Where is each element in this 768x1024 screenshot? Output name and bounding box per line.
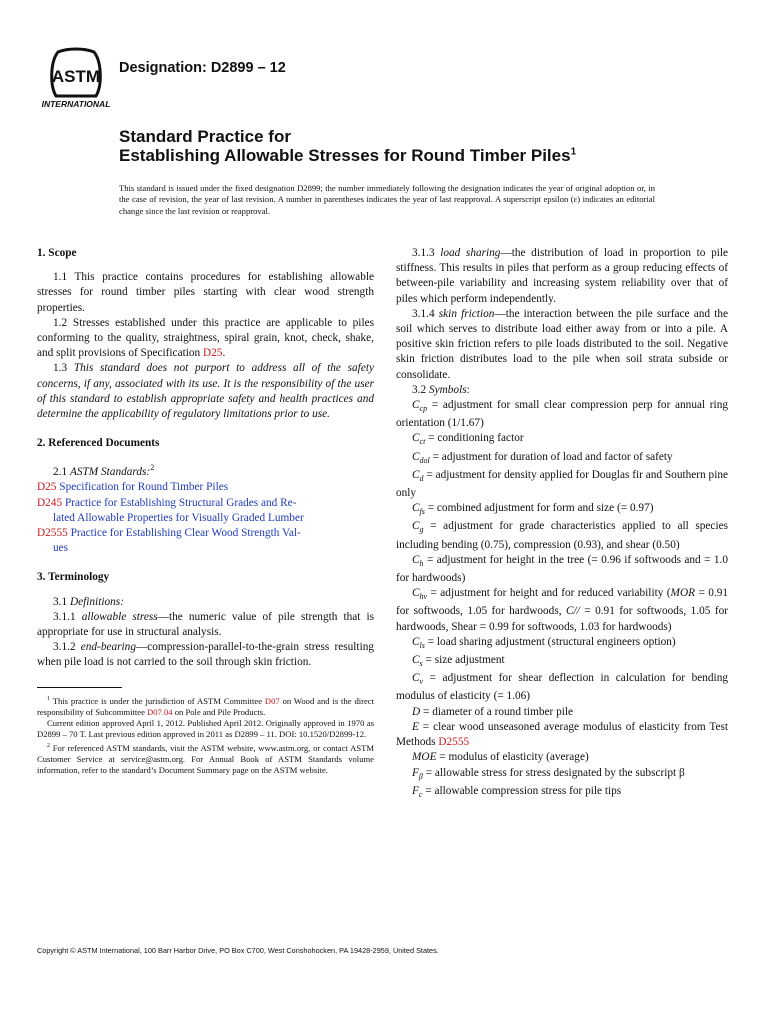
symbol-base: MOE xyxy=(412,751,437,764)
reference-item-d2555-cont xyxy=(37,541,374,556)
paragraph-3-1-1-text: —the numeric value of pile strength that is appropriate for use in structural analysis. xyxy=(37,610,375,639)
paragraph-3-1-number: 3.1 xyxy=(53,595,70,608)
term-allowable-stress: allowable stress xyxy=(81,610,158,623)
symbol-definition: = adjustment for grade characteristics applied to all species including bending (0.75), compression (0.93), and shear (0.50) xyxy=(396,520,728,551)
paragraph-3-1-label: Definitions: xyxy=(69,595,124,608)
logo-primary: ASTM xyxy=(51,67,101,86)
symbol-d xyxy=(396,705,728,720)
ref-title-d245[interactable]: Practice for Establishing Structural Grades and Re- xyxy=(64,496,297,509)
designation: Designation: D2899 – 12 xyxy=(119,60,286,76)
reference-item-d2555 xyxy=(37,526,374,541)
symbol-definition: = clear wood unseasoned average modulus of elasticity from Test Methods xyxy=(396,720,728,749)
symbol-subscript: s xyxy=(419,659,423,669)
footnote-2-mark: 2 xyxy=(47,742,50,749)
footnote-1-text-a: This practice is under the jurisdiction of ASTM Committee xyxy=(50,695,265,706)
symbol-c-ls xyxy=(396,635,728,653)
symbol-base: C xyxy=(412,502,420,515)
ref-title-d2555[interactable]: Practice for Establishing Clear Wood Strength Val- xyxy=(70,527,301,540)
symbol-definition: = size adjustment xyxy=(422,654,505,667)
reference-item-d245-cont xyxy=(37,511,374,526)
symbol-c-h xyxy=(396,553,728,586)
reference-item-d245 xyxy=(37,496,374,511)
footnote-link-d07[interactable]: D07 xyxy=(264,695,280,706)
ref-title-d2555-cont[interactable]: ues xyxy=(53,542,69,555)
paragraph-3-2-number: 3.2 xyxy=(412,383,429,396)
symbol-definition: = allowable compression stress for pile tips xyxy=(422,784,622,797)
footnote-1-edition: Current edition approved April 1, 2012. Published April 2012. Originally approved in 1970 as D2899 – 70 T. Last previous edition approved in 2011 as D2899 – 11. DOI: 10.1520/D2899-12. xyxy=(37,718,374,740)
paragraph-1-3 xyxy=(37,361,374,422)
ref-code-d2555[interactable]: D2555 xyxy=(37,527,68,540)
ref-link-d2555[interactable]: D2555 xyxy=(438,736,470,749)
title-line2 xyxy=(119,146,576,166)
symbol-c-s xyxy=(396,653,728,671)
issuance-notice: This standard is issued under the fixed designation D2899; the number immediately following the designation indicates the year of original adoption or, in the case of revision, the year of last revision. A number in parentheses indicates the year of last reapproval. A superscript epsilon (ε) indicates an editorial change since the last revision or reapproval. xyxy=(119,183,655,216)
section-heading-terminology: 3. Terminology xyxy=(37,571,110,584)
astm-logo xyxy=(38,46,114,112)
paragraph-3-1-2 xyxy=(37,640,374,670)
footnote-1-text-b: on Wood and is the direct responsibility of Subcommittee xyxy=(37,695,375,718)
symbol-c-ct xyxy=(396,431,728,449)
term-load-sharing: load sharing xyxy=(440,247,501,259)
symbol-mor-inline: MOR xyxy=(670,587,696,600)
paragraph-2-1-number: 2.1 xyxy=(53,466,70,479)
paragraph-1-2-text: 1.2 Stresses established under this practice are applicable to piles conforming to the quality, straightness, spiral grain, knot, check, shake, and split provisions of Specification xyxy=(37,316,374,360)
term-end-bearing: end-bearing xyxy=(80,641,136,654)
paragraph-3-2-label: Symbols xyxy=(428,383,467,396)
symbol-e xyxy=(396,720,728,750)
ref-code-d245[interactable]: D245 xyxy=(37,496,63,509)
symbol-base: C xyxy=(412,450,420,463)
symbol-subscript: dol xyxy=(419,455,430,465)
symbol-definition: = adjustment for height in the tree (= 0.96 if softwoods and = 1.0 for hardwoods) xyxy=(396,553,728,585)
symbol-base: C xyxy=(412,553,420,566)
footnote-rule xyxy=(37,687,122,688)
symbol-c-d xyxy=(396,468,728,501)
paragraph-3-1-3 xyxy=(396,246,728,307)
symbol-subscript: g xyxy=(419,525,424,535)
left-column xyxy=(37,246,374,671)
term-skin-friction: skin friction xyxy=(438,307,495,320)
symbol-subscript: fs xyxy=(419,507,425,517)
footnote-2-text: For referenced ASTM standards, visit the ASTM website, www.astm.org, or contact ASTM Customer Service at service@astm.org. For Annual Book of ASTM Standards volume information, refer to the standard’s Document Summary page on the ASTM website. xyxy=(37,742,374,775)
symbol-base: C xyxy=(412,635,420,648)
ref-code-d25[interactable]: D25 xyxy=(37,481,57,494)
footnotes xyxy=(37,694,374,776)
paragraph-3-1-1 xyxy=(37,610,374,640)
section-heading-referenced-documents: 2. Referenced Documents xyxy=(37,437,160,450)
symbol-definition: = adjustment for shear deflection in calculation for bending modulus of elasticity (= 1.06) xyxy=(396,672,728,703)
symbol-c-g xyxy=(396,519,728,552)
title-footnote-mark: 1 xyxy=(570,146,577,158)
symbol-base: C xyxy=(412,520,420,533)
symbol-subscript: ls xyxy=(419,640,425,650)
paragraph-3-1-2-text: —compression-parallel-to-the-grain stress resulting when pile load is not carried to the soil through skin friction. xyxy=(37,641,375,669)
paragraph-1-2-end: . xyxy=(222,347,226,360)
footnote-2 xyxy=(37,741,374,776)
symbol-subscript: v xyxy=(419,677,424,687)
paragraph-3-1-4-number: 3.1.4 xyxy=(412,307,439,320)
symbol-base: C xyxy=(412,468,420,481)
reference-item-d25 xyxy=(37,480,374,495)
symbol-c-fs xyxy=(396,501,728,519)
symbol-base: E xyxy=(412,720,419,733)
ref-title-d245-cont[interactable]: lated Allowable Properties for Visually Graded Lumber xyxy=(53,511,304,524)
symbol-moe xyxy=(396,750,728,765)
symbol-base: C xyxy=(412,587,420,600)
symbol-definition-end: = 0.91 for softwoods, 1.05 for hardwoods, Shear = 0.99 for softwoods, 1.03 for hardwoods) xyxy=(396,605,728,633)
paragraph-1-2 xyxy=(37,316,374,362)
paragraph-3-1 xyxy=(37,595,374,610)
paragraph-3-1-3-number: 3.1.3 xyxy=(412,247,441,259)
symbol-subscript: β xyxy=(418,771,423,781)
paragraph-1-3-number: 1.3 xyxy=(53,362,74,375)
paragraph-2-1-label: ASTM Standards: xyxy=(69,466,151,479)
symbol-subscript: c xyxy=(418,789,423,799)
symbol-c-dol xyxy=(396,450,728,468)
symbol-base: C xyxy=(412,654,420,667)
logo-secondary: INTERNATIONAL xyxy=(41,99,111,109)
symbol-subscript: hv xyxy=(419,592,428,602)
symbol-subscript: cp xyxy=(419,404,428,414)
symbol-cparallel-inline: C// xyxy=(566,605,580,618)
symbol-definition: = allowable stress for stress designated by the subscript β xyxy=(422,766,685,779)
symbol-base: F xyxy=(412,766,419,779)
ref-title-d25[interactable]: Specification for Round Timber Piles xyxy=(59,481,229,494)
symbol-f-beta xyxy=(396,766,728,784)
section-heading-scope: 1. Scope xyxy=(37,247,77,259)
paragraph-3-1-1-number: 3.1.1 xyxy=(53,610,82,623)
paragraph-3-2 xyxy=(396,383,728,398)
symbol-c-v xyxy=(396,671,728,704)
symbol-definition: = modulus of elasticity (average) xyxy=(436,751,589,764)
copyright-notice: Copyright © ASTM International, 100 Barr Harbor Drive, PO Box C700, West Conshohocken, PA 19428-2959, United States. xyxy=(37,946,439,955)
paragraph-2-1 xyxy=(37,460,374,480)
symbol-base: D xyxy=(412,705,421,718)
symbol-definition: = load sharing adjustment (structural engineers option) xyxy=(424,635,676,648)
symbol-subscript: h xyxy=(419,558,424,568)
right-column xyxy=(396,246,728,802)
paragraph-3-1-4-text: —the interaction between the pile surface and the soil which serves to distribute load either away from or into a pile. A positive skin friction refers to pile loads distributed to the soil. Negative skin friction distributes load to the pile when soil strata subside or consolidate. xyxy=(396,307,728,381)
ref-link-d25[interactable]: D25 xyxy=(202,347,223,360)
symbol-definition: = combined adjustment for form and size (= 0.97) xyxy=(424,502,654,515)
symbol-definition: = adjustment for height and for reduced variability ( xyxy=(427,587,671,600)
footnote-1-mark: 1 xyxy=(47,696,50,702)
paragraph-3-2-end: : xyxy=(466,383,470,396)
paragraph-3-1-2-number: 3.1.2 xyxy=(53,641,81,654)
symbol-definition: = adjustment for duration of load and factor of safety xyxy=(429,450,673,463)
paragraph-3-1-3-text: —the distribution of load in proportion to pile stiffness. This results in piles that perform as a group reducing effects of between-pile variability and increasing system reliability over that of piles which perform independently. xyxy=(396,247,729,305)
footnote-link-d07-04[interactable]: D07.04 xyxy=(147,707,173,718)
symbol-base: F xyxy=(412,784,419,797)
symbol-definition: = adjustment for density applied for Douglas fir and Southern pine only xyxy=(396,468,728,500)
symbol-f-c xyxy=(396,784,728,802)
symbol-base: C xyxy=(412,432,420,445)
symbol-base: C xyxy=(412,672,420,685)
paragraph-1-3-text: This standard does not purport to address all of the safety concerns, if any, associated with its use. It is the responsibility of the user of this standard to establish appropriate safety and health practices and determine the applicability of regulatory limitations prior to use. xyxy=(37,362,374,421)
title-line1: Standard Practice for xyxy=(119,127,291,146)
title-text: Establishing Allowable Stresses for Round Timber Piles xyxy=(119,146,571,165)
paragraph-2-1-footnote-mark: 2 xyxy=(150,463,155,473)
symbol-definition: = diameter of a round timber pile xyxy=(420,705,574,718)
footnote-1 xyxy=(37,694,374,718)
paragraph-1-1: 1.1 This practice contains procedures for establishing allowable stresses for round timber piles starting with clear wood strength properties. xyxy=(37,271,374,314)
footnote-1-text-c: on Pole and Pile Products. xyxy=(172,707,266,718)
symbol-definition: = conditioning factor xyxy=(425,432,524,445)
symbol-subscript: d xyxy=(419,473,424,483)
symbol-c-cp xyxy=(396,398,728,431)
symbol-definition: = adjustment for small clear compression perp for annual ring orientation (1/1.67) xyxy=(396,399,728,430)
paragraph-3-1-4 xyxy=(396,307,728,383)
symbol-base: C xyxy=(412,399,420,412)
symbol-definition-cont: = 0.91 for softwoods, 1.05 for hardwoods, xyxy=(396,587,728,618)
symbol-subscript: ct xyxy=(419,437,426,447)
symbol-c-hv xyxy=(396,586,728,635)
